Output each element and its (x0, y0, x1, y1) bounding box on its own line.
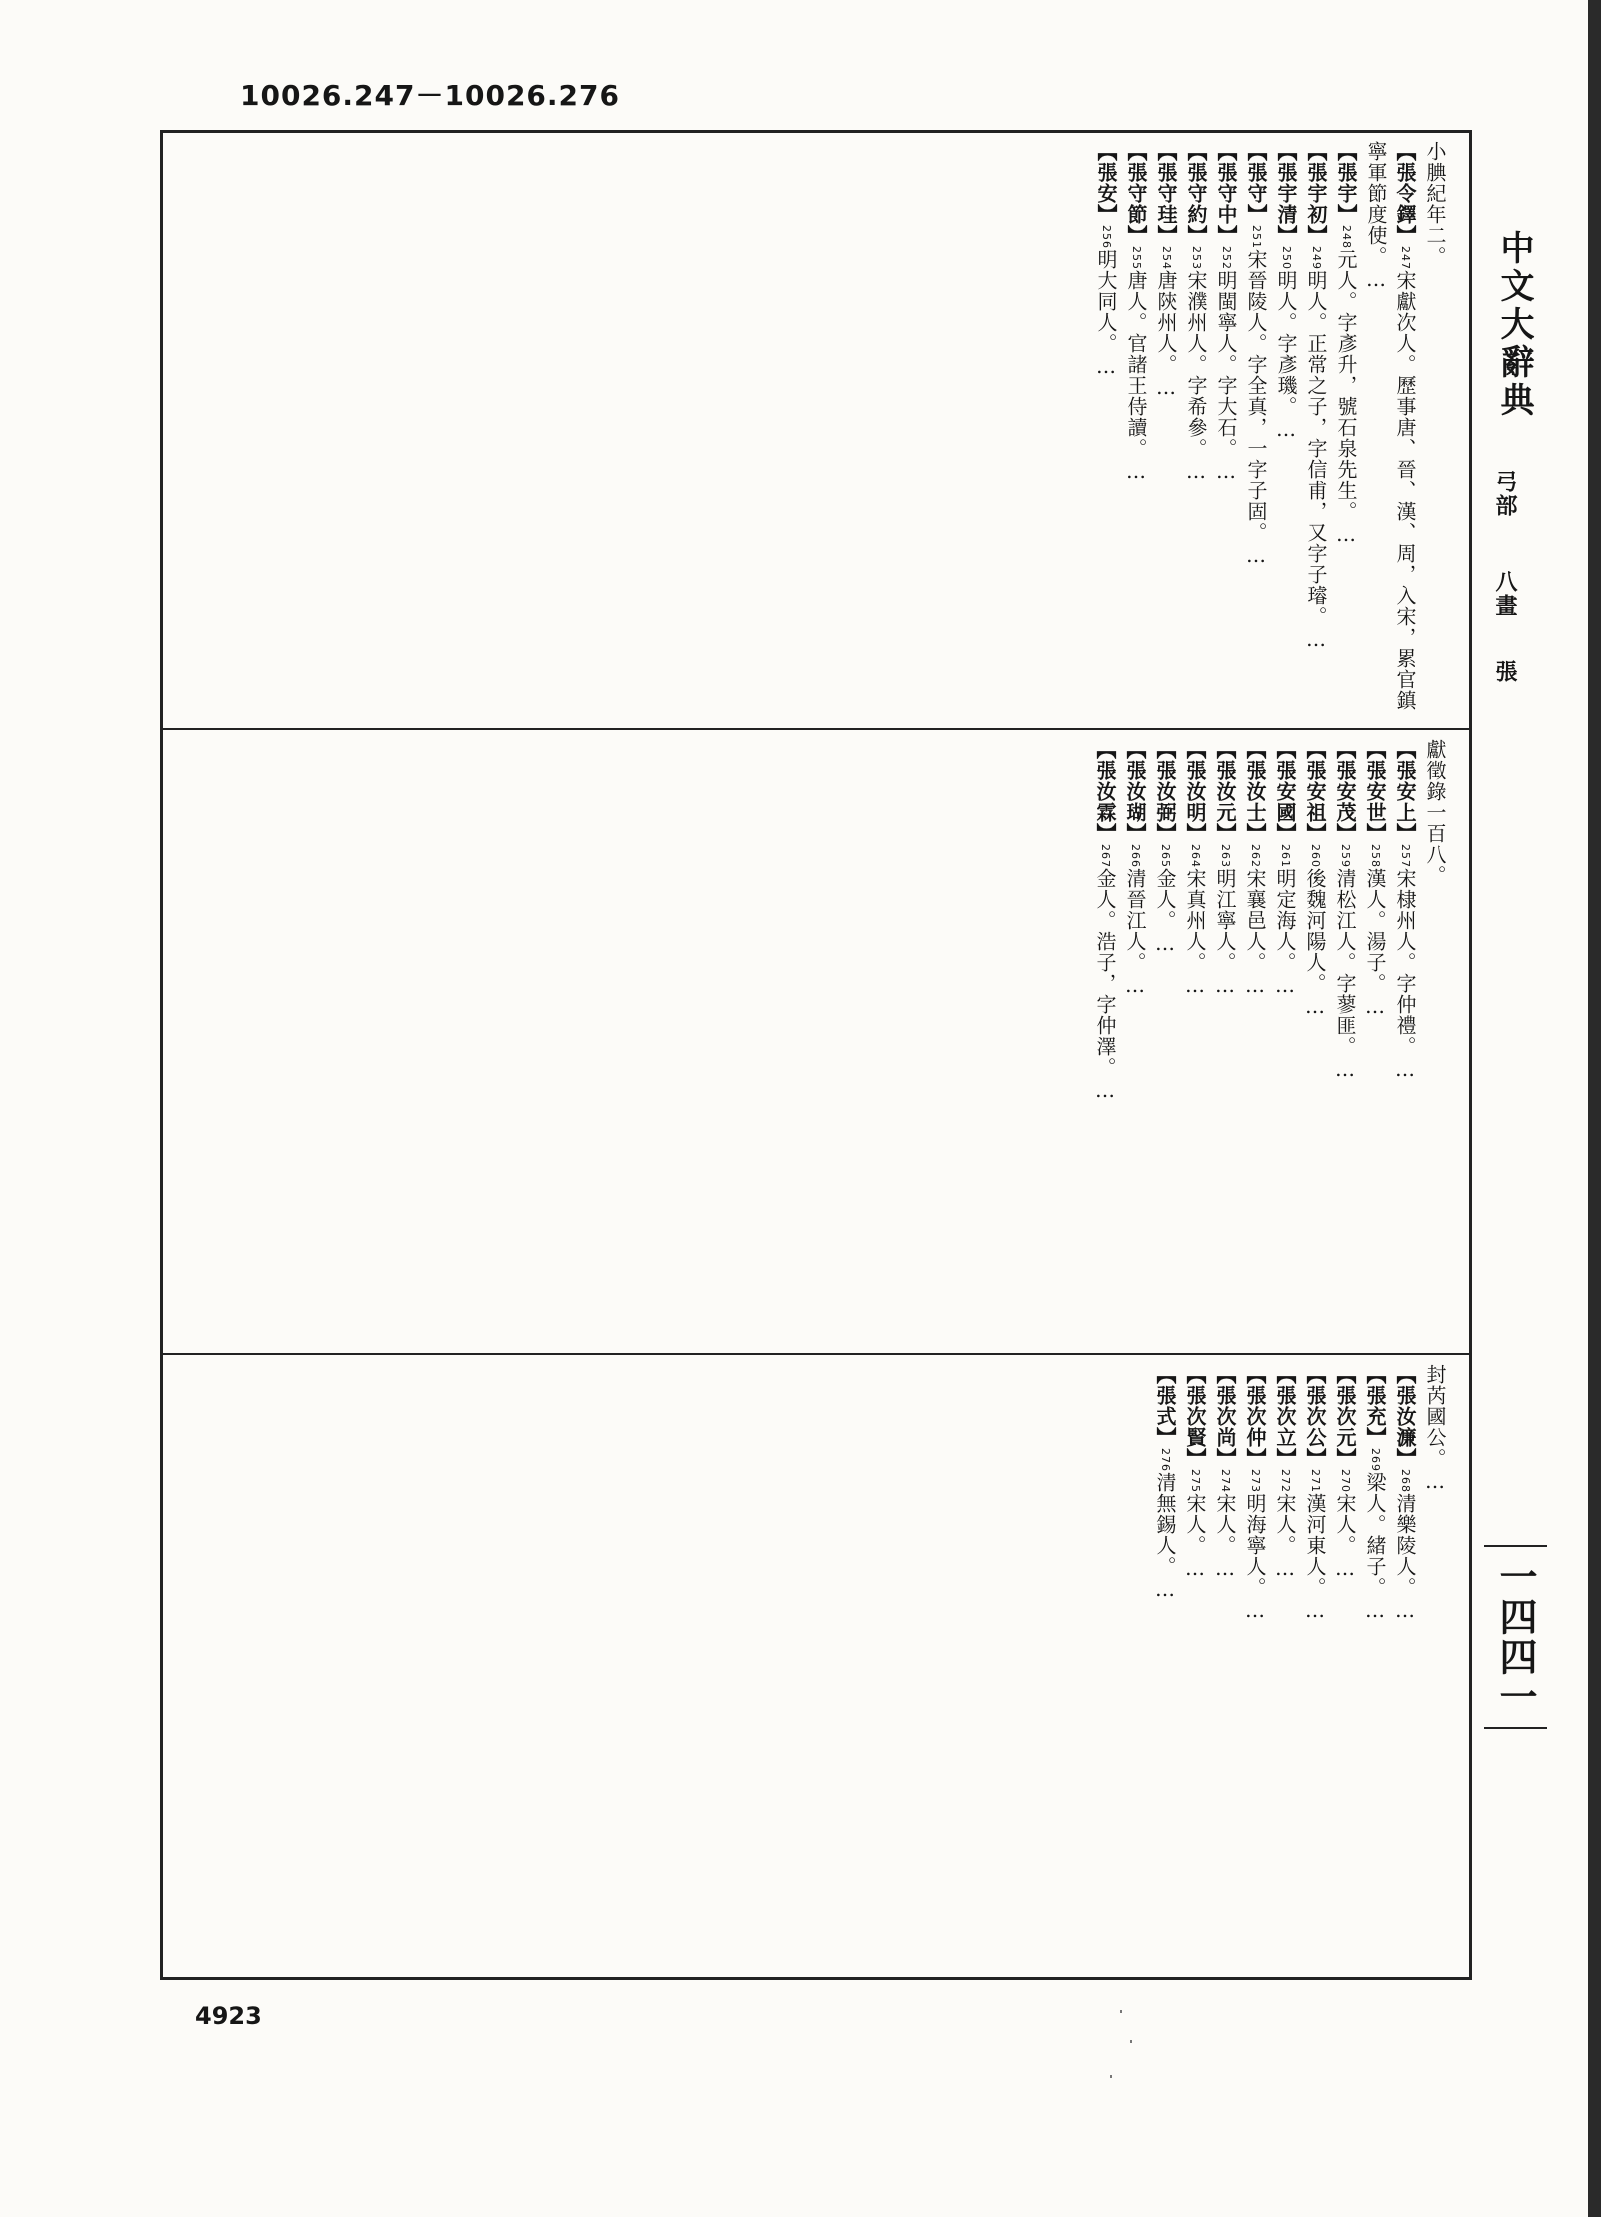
book-title: 中文大辭典 (1494, 230, 1534, 420)
entry-number: 253 (1190, 246, 1203, 270)
entry-text: 金人。浩子，字仲澤。… (1093, 868, 1117, 1103)
entry-text: 明海寧人。… (1243, 1493, 1267, 1623)
dictionary-entry (1363, 1364, 1387, 1623)
dictionary-entry (1334, 141, 1358, 547)
dictionary-entry (1183, 739, 1207, 998)
entry-headword: 【張守節】 (1124, 141, 1148, 246)
dictionary-entry (1274, 141, 1298, 442)
entry-headword: 【張安祖】 (1303, 739, 1327, 844)
entry-number: 260 (1309, 844, 1322, 868)
entry-text: 獻徵錄一百八。 (1423, 739, 1447, 886)
entry-text: 宋棣州人。字仲禮。… (1393, 868, 1417, 1082)
entry-number: 247 (1399, 246, 1412, 270)
radical-label: 弓部 (1492, 470, 1518, 518)
entry-headword: 【張令鐸】 (1393, 141, 1417, 246)
entry-text: 明閩寧人。字大石。… (1214, 270, 1238, 484)
entry-headword: 【張守珪】 (1154, 141, 1178, 246)
entry-text: 宋襄邑人。… (1243, 868, 1267, 998)
entry-headword: 【張宇初】 (1304, 141, 1328, 246)
scan-speck (1110, 2075, 1112, 2078)
entry-number: 248 (1340, 225, 1353, 249)
entry-headword: 【張宇】 (1334, 141, 1358, 225)
entry-code-range: 10026.247－10026.276 (240, 79, 620, 112)
entry-headword: 【張汝濂】 (1393, 1364, 1417, 1469)
entry-headword: 【張安茂】 (1333, 739, 1357, 844)
entry-headword: 【張宇清】 (1274, 141, 1298, 246)
section-bottom (185, 1364, 1449, 1972)
entry-headword: 【張守中】 (1214, 141, 1238, 246)
dictionary-entry (1303, 739, 1327, 1019)
page-index: 一四四一 (1484, 1545, 1547, 1729)
entry-number: 273 (1249, 1469, 1262, 1493)
entry-number: 264 (1189, 844, 1202, 868)
dictionary-entry (1243, 1364, 1267, 1623)
section-top (185, 141, 1449, 723)
section-middle (185, 739, 1449, 1347)
entry-text: 明人。字彥璣。… (1274, 270, 1298, 442)
dictionary-entry (1393, 739, 1417, 1082)
entry-headword: 【張次尚】 (1213, 1364, 1237, 1469)
dictionary-entry (1423, 141, 1447, 267)
entry-number: 274 (1219, 1469, 1232, 1493)
scan-speck (1120, 2010, 1122, 2013)
entry-headword: 【張汝霖】 (1093, 739, 1117, 844)
entry-text: 宋獻次人。歷事唐、晉、漢、周，入宋，累官鎮寧軍節度使。… (1364, 141, 1417, 711)
entry-number: 268 (1399, 1469, 1412, 1493)
scan-speck (1130, 2040, 1132, 2043)
entry-headword: 【張汝弼】 (1153, 739, 1177, 844)
entry-number: 259 (1339, 844, 1352, 868)
headword-char: 張 (1492, 660, 1518, 684)
dictionary-entry (1304, 141, 1328, 652)
dictionary-entry (1183, 1364, 1207, 1581)
entry-headword: 【張次立】 (1273, 1364, 1297, 1469)
section-divider (163, 728, 1469, 730)
dictionary-page-frame (160, 130, 1472, 1980)
entry-text: 宋晉陵人。字全真，一字子固。… (1244, 249, 1268, 568)
dictionary-entry (1363, 739, 1387, 1019)
dictionary-entry (1333, 739, 1357, 1082)
entry-headword: 【張安世】 (1363, 739, 1387, 844)
entry-headword: 【張安國】 (1273, 739, 1297, 844)
dictionary-entry (1364, 141, 1417, 711)
page-number: 4923 (195, 2002, 262, 2030)
entry-number: 263 (1219, 844, 1232, 868)
dictionary-entry (1213, 1364, 1237, 1581)
entry-number: 249 (1310, 246, 1323, 270)
entry-number: 269 (1369, 1448, 1382, 1472)
entry-number: 251 (1250, 225, 1263, 249)
dictionary-entry (1093, 739, 1117, 1103)
entry-headword: 【張汝元】 (1213, 739, 1237, 844)
entry-number: 272 (1279, 1469, 1292, 1493)
entry-headword: 【張守】 (1244, 141, 1268, 225)
section-divider (163, 1353, 1469, 1355)
entry-headword: 【張安】 (1094, 141, 1118, 225)
entry-number: 252 (1220, 246, 1233, 270)
dictionary-entry (1423, 1364, 1447, 1494)
entry-number: 267 (1099, 844, 1112, 868)
entry-number: 270 (1339, 1469, 1352, 1493)
entry-headword: 【張汝士】 (1243, 739, 1267, 844)
entry-text: 清晉江人。… (1123, 868, 1147, 998)
entry-headword: 【張汝瑚】 (1123, 739, 1147, 844)
dictionary-entry (1244, 141, 1268, 568)
entry-number: 257 (1399, 844, 1412, 868)
entry-headword: 【張式】 (1153, 1364, 1177, 1448)
entry-headword: 【張汝明】 (1183, 739, 1207, 844)
dictionary-entry (1154, 141, 1178, 400)
entry-number: 258 (1369, 844, 1382, 868)
entry-text: 宋人。… (1213, 1493, 1237, 1581)
entry-text: 唐陝州人。… (1154, 270, 1178, 400)
dictionary-entry (1124, 141, 1148, 484)
entry-headword: 【張充】 (1363, 1364, 1387, 1448)
dictionary-entry (1213, 739, 1237, 998)
dictionary-entry (1094, 141, 1118, 379)
entry-text: 金人。… (1153, 868, 1177, 956)
entry-number: 266 (1129, 844, 1142, 868)
entry-number: 255 (1130, 246, 1143, 270)
entry-headword: 【張守約】 (1184, 141, 1208, 246)
entry-text: 漢人。湯子。… (1363, 868, 1387, 1019)
entry-text: 宋濮州人。字希參。… (1184, 270, 1208, 484)
dictionary-entry (1184, 141, 1208, 484)
dictionary-entry (1153, 739, 1177, 956)
entry-text: 宋人。… (1333, 1493, 1357, 1581)
entry-number: 261 (1279, 844, 1292, 868)
entry-text: 小腆紀年二。 (1423, 141, 1447, 267)
entry-text: 清松江人。字蓼匪。… (1333, 868, 1357, 1082)
entry-text: 漢河東人。… (1303, 1493, 1327, 1623)
entry-headword: 【張次公】 (1303, 1364, 1327, 1469)
entry-number: 262 (1249, 844, 1262, 868)
dictionary-entry (1333, 1364, 1357, 1581)
entry-text: 宋人。… (1273, 1493, 1297, 1581)
entry-text: 宋真州人。… (1183, 868, 1207, 998)
scan-edge (1588, 0, 1601, 2217)
entry-headword: 【張次賢】 (1183, 1364, 1207, 1469)
stroke-count-label: 八畫 (1492, 570, 1518, 618)
dictionary-entry (1153, 1364, 1177, 1602)
entry-text: 清無錫人。… (1153, 1472, 1177, 1602)
entry-text: 明江寧人。… (1213, 868, 1237, 998)
entry-number: 256 (1100, 225, 1113, 249)
entry-text: 元人。字彥升，號石泉先生。… (1334, 249, 1358, 547)
entry-text: 明大同人。… (1094, 249, 1118, 379)
dictionary-entry (1393, 1364, 1417, 1623)
dictionary-entry (1273, 739, 1297, 998)
dictionary-entry (1243, 739, 1267, 998)
entry-number: 250 (1280, 246, 1293, 270)
entry-text: 明人。正常之子，字信甫，又字子璿。… (1304, 270, 1328, 652)
dictionary-entry (1303, 1364, 1327, 1623)
dictionary-entry (1273, 1364, 1297, 1581)
dictionary-entry (1123, 739, 1147, 998)
entry-headword: 【張安上】 (1393, 739, 1417, 844)
entry-headword: 【張次仲】 (1243, 1364, 1267, 1469)
entry-text: 封芮國公。… (1423, 1364, 1447, 1494)
dictionary-entry (1423, 739, 1447, 886)
entry-text: 明定海人。… (1273, 868, 1297, 998)
entry-text: 後魏河陽人。… (1303, 868, 1327, 1019)
entry-number: 271 (1309, 1469, 1322, 1493)
entry-text: 唐人。官諸王侍讀。… (1124, 270, 1148, 484)
entry-number: 275 (1189, 1469, 1202, 1493)
entry-number: 265 (1159, 844, 1172, 868)
entry-number: 276 (1159, 1448, 1172, 1472)
entry-headword: 【張次元】 (1333, 1364, 1357, 1469)
entry-number: 254 (1160, 246, 1173, 270)
entry-text: 宋人。… (1183, 1493, 1207, 1581)
entry-text: 清樂陵人。… (1393, 1493, 1417, 1623)
entry-text: 梁人。緒子。… (1363, 1472, 1387, 1623)
dictionary-entry (1214, 141, 1238, 484)
